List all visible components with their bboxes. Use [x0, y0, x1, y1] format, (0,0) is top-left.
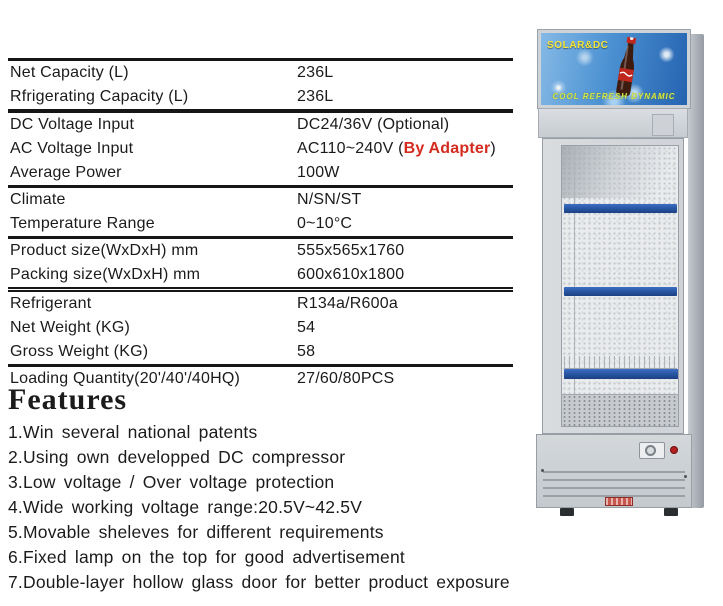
screw: [684, 475, 687, 478]
spec-label: Packing size(WxDxH) mm: [10, 266, 201, 283]
spec-value: 58: [297, 343, 316, 360]
thermostat-panel: [639, 442, 665, 459]
spec-row: [8, 161, 513, 188]
spec-label: Refrigerant: [10, 295, 92, 312]
lamp-cover: [652, 114, 674, 136]
spec-value: 555x565x1760: [297, 242, 405, 259]
feature-item: 1.Win several national patents: [8, 422, 258, 442]
spec-label: Loading Quantity(20'/40'/40HQ): [10, 370, 241, 387]
interior-seam: [574, 146, 575, 426]
feature-item: 4.Wide working voltage range:20.5V~42.5V: [8, 497, 363, 517]
spec-label: Net Weight (KG): [10, 319, 131, 336]
spec-value: 236L: [297, 64, 334, 81]
spec-label: Product size(WxDxH) mm: [10, 242, 199, 259]
feature-item: 7.Double-layer hollow glass door for better product exposure: [8, 572, 510, 592]
spec-row: [8, 212, 513, 239]
spec-row: [8, 316, 513, 340]
slogan-text: COOL REFRESH DYNAMIC: [552, 92, 676, 101]
glass-door: [542, 138, 684, 434]
screw: [541, 469, 544, 472]
spec-table: [8, 58, 513, 391]
spec-label: Net Capacity (L): [10, 64, 129, 81]
spec-row: [8, 239, 513, 263]
spec-row: [8, 263, 513, 292]
spec-value: N/SN/ST: [297, 191, 362, 208]
spec-value: R134a/R600a: [297, 295, 398, 312]
power-indicator: [670, 446, 678, 454]
feature-item: 3.Low voltage / Over voltage protection: [8, 472, 335, 492]
spec-row: [8, 85, 513, 113]
door-glass: [561, 145, 679, 427]
fridge-foot: [664, 508, 678, 516]
base-label: [605, 497, 633, 506]
spec-label: DC Voltage Input: [10, 116, 135, 133]
spec-value: 236L: [297, 88, 334, 105]
shelf-front-2: [564, 287, 677, 296]
lightbox-advertisement: [538, 30, 690, 108]
shelf-front-3: [564, 369, 679, 379]
cola-bottle-icon: [608, 35, 645, 101]
spec-label: Rfrigerating Capacity (L): [10, 88, 189, 105]
brand-text: SOLAR&DC: [547, 40, 609, 51]
fridge-illustration: [536, 30, 718, 518]
spec-row: [8, 61, 513, 85]
spec-row: [8, 340, 513, 367]
feature-item: 6.Fixed lamp on the top for good advertisement: [8, 547, 405, 567]
spec-label: Climate: [10, 191, 66, 208]
spec-value: AC110~240V (By Adapter): [297, 140, 496, 157]
spec-value: 54: [297, 319, 316, 336]
spec-value: 600x610x1800: [297, 266, 405, 283]
spec-row: [8, 137, 513, 161]
fridge-foot: [560, 508, 574, 516]
thermostat-dial: [645, 445, 656, 456]
spec-value: 27/60/80PCS: [297, 370, 395, 387]
feature-item: 2.Using own developped DC compressor: [8, 447, 346, 467]
spec-value: DC24/36V (Optional): [297, 116, 450, 133]
spec-value: 0~10°C: [297, 215, 353, 232]
accent-value: By Adapter: [403, 140, 491, 157]
ventilation-grille: [543, 465, 685, 501]
wire-shelf: [564, 356, 677, 369]
features-heading: Features: [8, 383, 128, 416]
spec-label: Average Power: [10, 164, 122, 181]
compressor-base: [536, 434, 692, 508]
spec-value: 100W: [297, 164, 340, 181]
perforated-panel: [562, 394, 679, 427]
spec-row: [8, 113, 513, 137]
spec-row: [8, 188, 513, 212]
shelf-front-1: [564, 204, 677, 213]
interior-shade: [562, 146, 678, 198]
spec-label: AC Voltage Input: [10, 140, 134, 157]
spec-label: Temperature Range: [10, 215, 155, 232]
feature-item: 5.Movable sheleves for different requirements: [8, 522, 384, 542]
spec-row: [8, 292, 513, 316]
spec-label: Gross Weight (KG): [10, 343, 149, 360]
